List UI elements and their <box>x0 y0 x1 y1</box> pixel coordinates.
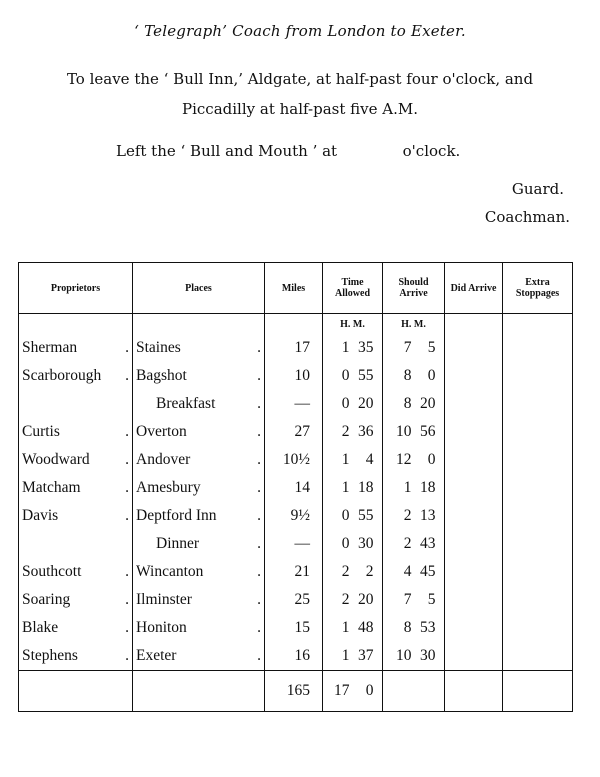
leader-dot: . <box>125 563 129 580</box>
time-hours: 2 <box>341 563 350 580</box>
extra-stoppages-cell <box>503 530 573 558</box>
proprietor-name: Scarborough <box>22 367 102 384</box>
leader-dot: . <box>125 647 129 664</box>
leader-dot: . <box>257 647 261 664</box>
proprietor-cell <box>19 558 133 586</box>
total-blank <box>383 671 445 712</box>
arrive-minutes: 30 <box>420 647 436 664</box>
total-time <box>323 671 383 712</box>
extra-stoppages-cell <box>503 334 573 362</box>
time-minutes: 18 <box>358 479 374 496</box>
did-arrive-cell <box>445 446 503 474</box>
arrive-hours: 1 <box>403 479 412 496</box>
arrive-hours: 2 <box>403 507 412 524</box>
proprietor-cell <box>19 502 133 530</box>
arrive-minutes: 5 <box>427 591 436 608</box>
arrive-minutes: 18 <box>420 479 436 496</box>
miles-cell: 27 <box>265 418 323 446</box>
time-allowed-cell <box>323 474 383 502</box>
time-minutes: 30 <box>358 535 374 552</box>
place-name: Exeter <box>136 647 177 664</box>
header-row <box>19 263 573 314</box>
extra-stoppages-cell <box>503 558 573 586</box>
arrive-hours: 8 <box>403 619 412 636</box>
proprietor-name: Southcott <box>22 563 82 580</box>
time-hours: 0 <box>341 395 350 412</box>
total-blank <box>445 671 503 712</box>
arrive-hours: 10 <box>396 423 412 440</box>
extra-stoppages-cell <box>503 474 573 502</box>
table-row <box>19 586 573 614</box>
total-miles: 165 <box>265 671 323 712</box>
time-hours: 1 <box>341 647 350 664</box>
coachman-label: Coachman. <box>484 208 570 226</box>
time-hours: 0 <box>341 535 350 552</box>
document-title: ‘ Telegraph’ Coach from London to Exeter. <box>134 22 466 40</box>
place-cell <box>133 446 265 474</box>
place-cell <box>133 586 265 614</box>
leader-dot: . <box>125 423 129 440</box>
time-allowed-cell <box>323 446 383 474</box>
table-row <box>19 530 573 558</box>
did-arrive-cell <box>445 614 503 642</box>
place-name: Honiton <box>136 619 187 636</box>
should-arrive-cell <box>383 362 445 390</box>
did-arrive-cell <box>445 334 503 362</box>
should-arrive-cell <box>383 474 445 502</box>
leader-dot: . <box>257 619 261 636</box>
leader-dot: . <box>125 479 129 496</box>
time-minutes: 55 <box>358 367 374 384</box>
proprietor-cell <box>19 334 133 362</box>
miles-cell: 21 <box>265 558 323 586</box>
did-arrive-cell <box>445 642 503 671</box>
proprietor-name: Matcham <box>22 479 81 496</box>
guard-label: Guard. <box>511 180 564 198</box>
header-did-arrive: Did Arrive <box>445 263 503 314</box>
time-hours: 2 <box>341 423 350 440</box>
extra-stoppages-cell <box>503 642 573 671</box>
should-arrive-cell <box>383 530 445 558</box>
arrive-minutes: 13 <box>420 507 436 524</box>
place-cell <box>133 334 265 362</box>
header-places: Places <box>133 263 265 314</box>
should-arrive-cell <box>383 418 445 446</box>
hm-arrive-label: H. M. <box>383 314 445 335</box>
place-name: Amesbury <box>136 479 201 496</box>
header-time-allowed: Time Allowed <box>323 263 383 314</box>
place-cell <box>133 362 265 390</box>
time-hours: 1 <box>341 619 350 636</box>
place-name: Dinner <box>156 535 200 552</box>
leader-dot: . <box>257 339 261 356</box>
place-cell <box>133 418 265 446</box>
proprietor-name: Davis <box>22 507 59 524</box>
proprietor-cell <box>19 474 133 502</box>
time-hours: 1 <box>341 339 350 356</box>
table-row <box>19 614 573 642</box>
miles-cell: 10½ <box>265 446 323 474</box>
extra-stoppages-cell <box>503 362 573 390</box>
leader-dot: . <box>257 535 261 552</box>
should-arrive-cell <box>383 642 445 671</box>
did-arrive-cell <box>445 362 503 390</box>
time-hours: 2 <box>341 591 350 608</box>
place-name: Andover <box>136 451 191 468</box>
total-minutes: 0 <box>365 682 374 699</box>
place-name: Overton <box>136 423 187 440</box>
arrive-hours: 10 <box>396 647 412 664</box>
departure-line-2: Piccadilly at half-past five A.M. <box>182 100 418 118</box>
departure-line-1: To leave the ‘ Bull Inn,’ Aldgate, at half-past four o'clock, and <box>66 70 534 88</box>
total-blank <box>133 671 265 712</box>
time-hours: 0 <box>341 507 350 524</box>
total-blank <box>19 671 133 712</box>
did-arrive-cell <box>445 530 503 558</box>
table-row <box>19 474 573 502</box>
table-row <box>19 418 573 446</box>
extra-stoppages-cell <box>503 418 573 446</box>
proprietor-cell <box>19 390 133 418</box>
time-allowed-cell <box>323 558 383 586</box>
miles-cell: 25 <box>265 586 323 614</box>
leader-dot: . <box>257 507 261 524</box>
did-arrive-cell <box>445 558 503 586</box>
schedule-table <box>18 262 573 712</box>
miles-cell: 17 <box>265 334 323 362</box>
header-proprietors: Proprietors <box>19 263 133 314</box>
proprietor-name: Woodward <box>22 451 90 468</box>
leader-dot: . <box>125 619 129 636</box>
time-minutes: 37 <box>358 647 374 664</box>
proprietor-cell <box>19 530 133 558</box>
proprietor-cell <box>19 586 133 614</box>
proprietor-cell <box>19 446 133 474</box>
miles-cell: — <box>265 530 323 558</box>
proprietor-name: Stephens <box>22 647 78 664</box>
arrive-hours: 4 <box>403 563 412 580</box>
proprietor-cell <box>19 418 133 446</box>
place-cell <box>133 558 265 586</box>
arrive-hours: 7 <box>403 591 412 608</box>
did-arrive-cell <box>445 474 503 502</box>
leader-dot: . <box>257 479 261 496</box>
table-row <box>19 642 573 671</box>
place-name: Wincanton <box>136 563 204 580</box>
miles-cell: 15 <box>265 614 323 642</box>
place-cell <box>133 530 265 558</box>
time-minutes: 48 <box>358 619 374 636</box>
time-hours: 1 <box>341 451 350 468</box>
proprietor-name: Curtis <box>22 423 60 440</box>
miles-cell: — <box>265 390 323 418</box>
extra-stoppages-cell <box>503 502 573 530</box>
header-should-arrive: Should Arrive <box>383 263 445 314</box>
arrive-minutes: 45 <box>420 563 436 580</box>
should-arrive-cell <box>383 390 445 418</box>
time-allowed-cell <box>323 502 383 530</box>
total-row <box>19 671 573 712</box>
left-at-line <box>116 142 460 160</box>
hm-time-label: H. M. <box>323 314 383 335</box>
total-hours: 17 <box>334 682 350 699</box>
place-cell <box>133 614 265 642</box>
leader-dot: . <box>257 451 261 468</box>
time-allowed-cell <box>323 362 383 390</box>
time-allowed-cell <box>323 614 383 642</box>
place-name: Bagshot <box>136 367 187 384</box>
table-row <box>19 334 573 362</box>
extra-stoppages-cell <box>503 390 573 418</box>
hm-row <box>19 314 573 335</box>
extra-stoppages-cell <box>503 586 573 614</box>
time-minutes: 36 <box>358 423 374 440</box>
arrive-minutes: 53 <box>420 619 436 636</box>
time-minutes: 55 <box>358 507 374 524</box>
leader-dot: . <box>125 367 129 384</box>
did-arrive-cell <box>445 418 503 446</box>
place-name: Ilminster <box>136 591 192 608</box>
arrive-minutes: 43 <box>420 535 436 552</box>
miles-cell: 9½ <box>265 502 323 530</box>
place-cell <box>133 502 265 530</box>
time-hours: 1 <box>341 479 350 496</box>
time-allowed-cell <box>323 390 383 418</box>
extra-stoppages-cell <box>503 446 573 474</box>
leader-dot: . <box>257 395 261 412</box>
time-hours: 0 <box>341 367 350 384</box>
leader-dot: . <box>257 367 261 384</box>
arrive-minutes: 56 <box>420 423 436 440</box>
table-row <box>19 390 573 418</box>
proprietor-cell <box>19 642 133 671</box>
leader-dot: . <box>125 451 129 468</box>
should-arrive-cell <box>383 334 445 362</box>
extra-stoppages-cell <box>503 614 573 642</box>
place-cell <box>133 642 265 671</box>
arrive-hours: 8 <box>403 367 412 384</box>
place-name: Deptford Inn <box>136 507 217 524</box>
arrive-minutes: 0 <box>427 367 436 384</box>
place-cell <box>133 474 265 502</box>
header-extra-stoppages: Extra Stoppages <box>503 263 573 314</box>
arrive-hours: 12 <box>396 451 412 468</box>
proprietor-cell <box>19 362 133 390</box>
should-arrive-cell <box>383 614 445 642</box>
arrive-hours: 8 <box>403 395 412 412</box>
table-row <box>19 362 573 390</box>
leader-dot: . <box>125 339 129 356</box>
leader-dot: . <box>257 591 261 608</box>
place-cell <box>133 390 265 418</box>
total-blank <box>503 671 573 712</box>
miles-cell: 10 <box>265 362 323 390</box>
table-row <box>19 502 573 530</box>
time-allowed-cell <box>323 334 383 362</box>
time-allowed-cell <box>323 586 383 614</box>
time-minutes: 35 <box>358 339 374 356</box>
time-minutes: 20 <box>358 591 374 608</box>
time-minutes: 2 <box>365 563 374 580</box>
time-allowed-cell <box>323 418 383 446</box>
did-arrive-cell <box>445 502 503 530</box>
arrive-minutes: 0 <box>427 451 436 468</box>
leader-dot: . <box>125 591 129 608</box>
should-arrive-cell <box>383 586 445 614</box>
should-arrive-cell <box>383 502 445 530</box>
header-miles: Miles <box>265 263 323 314</box>
arrive-hours: 2 <box>403 535 412 552</box>
did-arrive-cell <box>445 586 503 614</box>
arrive-hours: 7 <box>403 339 412 356</box>
place-name: Breakfast <box>156 395 216 412</box>
left-at-text: Left the ‘ Bull and Mouth ’ at <box>116 142 338 160</box>
proprietor-name: Sherman <box>22 339 78 356</box>
proprietor-name: Soaring <box>22 591 71 608</box>
table-row <box>19 446 573 474</box>
should-arrive-cell <box>383 446 445 474</box>
arrive-minutes: 20 <box>420 395 436 412</box>
proprietor-name: Blake <box>22 619 59 636</box>
miles-cell: 16 <box>265 642 323 671</box>
place-name: Staines <box>136 339 181 356</box>
miles-cell: 14 <box>265 474 323 502</box>
leader-dot: . <box>257 563 261 580</box>
did-arrive-cell <box>445 390 503 418</box>
arrive-minutes: 5 <box>427 339 436 356</box>
time-minutes: 20 <box>358 395 374 412</box>
leader-dot: . <box>257 423 261 440</box>
table-row <box>19 558 573 586</box>
should-arrive-cell <box>383 558 445 586</box>
proprietor-cell <box>19 614 133 642</box>
time-minutes: 4 <box>365 451 374 468</box>
time-allowed-cell <box>323 642 383 671</box>
oclock-text: o'clock. <box>402 142 461 160</box>
time-allowed-cell <box>323 530 383 558</box>
leader-dot: . <box>125 507 129 524</box>
